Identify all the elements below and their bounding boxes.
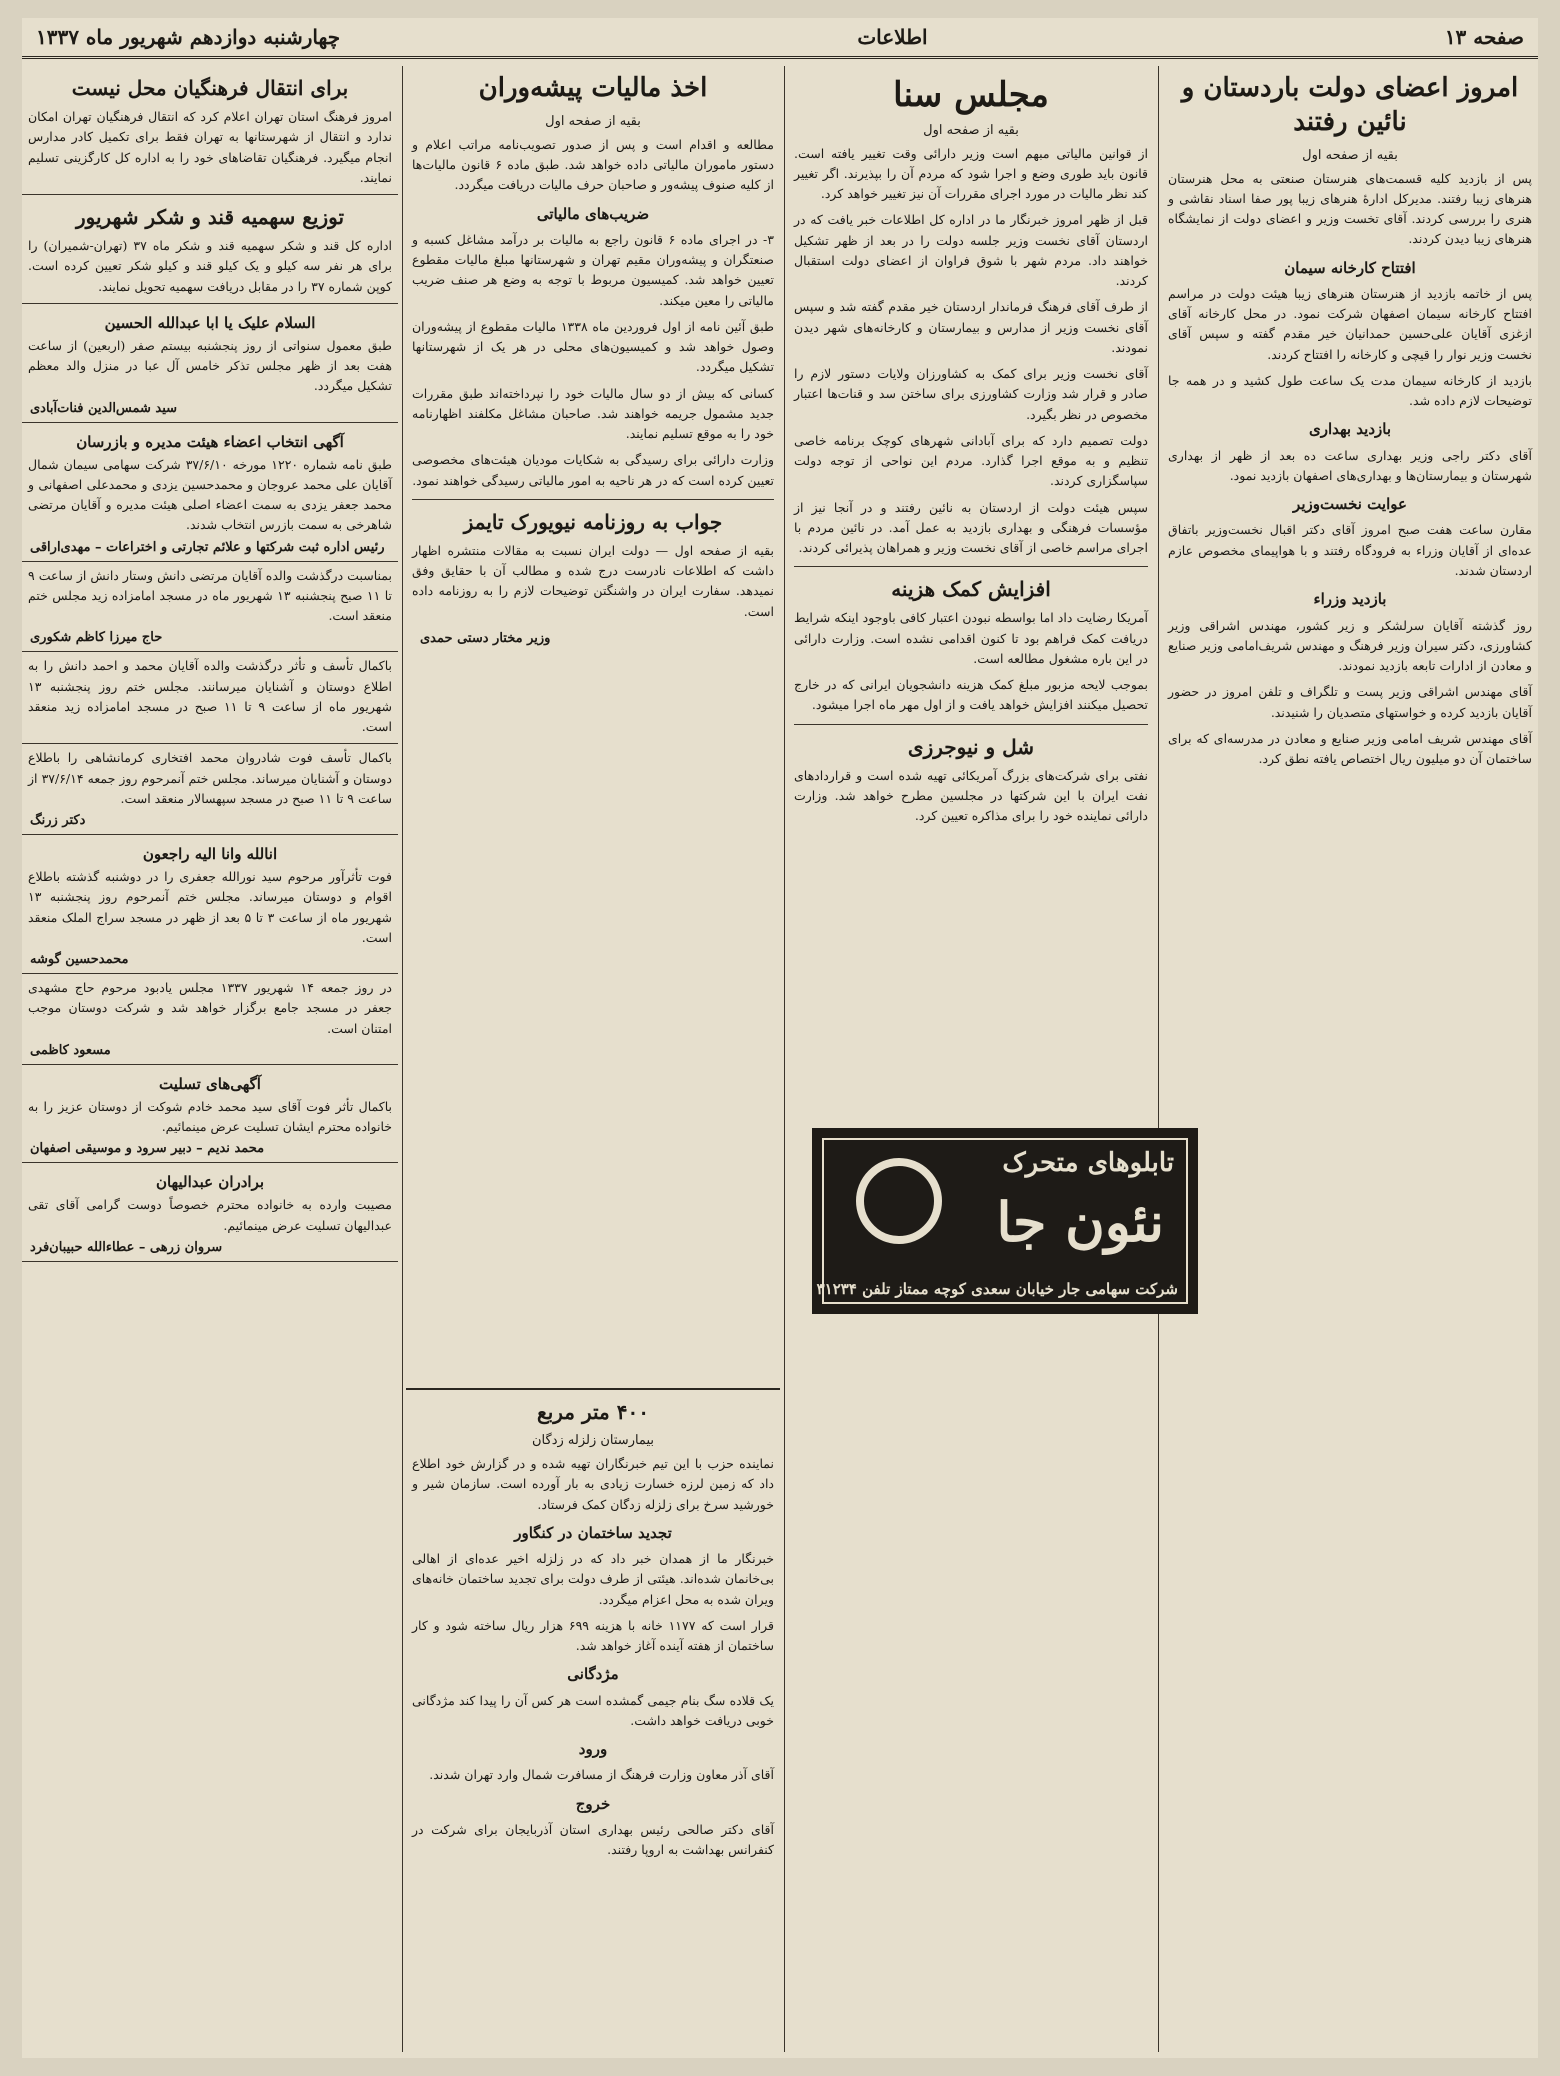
notice bbox=[22, 652, 398, 744]
paragraph: آقای آذر معاون وزارت فرهنگ از مسافرت شمال وارد تهران شدند. bbox=[429, 1767, 774, 1783]
paragraph: مطالعه و اقدام است و پس از صدور تصویب‌نامه مراتب اعلام و دستور ماموران مالیاتی داده خواهد شد. طبق ماده ۶ قانون مالیات‌ها از کلیه صنوف پیشه‌ور و صاحبان حرف مالیات دریافت میگردد. bbox=[412, 136, 774, 193]
subheading: ورود bbox=[578, 1740, 608, 1759]
headline: مجلس سنا bbox=[893, 75, 1049, 115]
neon-sign-advertisement bbox=[812, 1128, 1198, 1314]
divider bbox=[794, 724, 1148, 725]
subheading: افتتاح کارخانه سیمان bbox=[1284, 258, 1416, 277]
notice-body: باکمال تأثر فوت آقای سید محمد خادم شوکت از دوستان عزیز را به خانواده محترم ایشان تسلیت عرض مینمائیم. bbox=[28, 1098, 392, 1134]
notice bbox=[22, 304, 398, 423]
paragraph: خبرنگار ما از همدان خبر داد که در زلزله اخیر عده‌ای از اهالی بی‌خانمان شده‌اند. هیئتی از طرف دولت برای تجدید ساختمان خانه‌های ویران شده به محل اعزام میگردد. bbox=[412, 1551, 774, 1607]
subtitle: بیمارستان زلزله زدگان bbox=[532, 1433, 654, 1448]
paragraph: یک قلاده سگ بنام جیمی گمشده است هر کس آن را پیدا کند مژدگانی خوبی دریافت خواهد داشت. bbox=[412, 1692, 774, 1728]
subheading: بازدید وزراء bbox=[1313, 590, 1387, 609]
page-number: صفحه ۱۳ bbox=[1444, 25, 1524, 49]
divider bbox=[794, 566, 1148, 567]
notice-signature: محمد ندیم – دبیر سرود و موسیقی اصفهان bbox=[30, 1141, 265, 1157]
notice-body: طبق نامه شماره ۱۲۲۰ مورخه ۳۷/۶/۱۰ شرکت سهامی سیمان شمال آقایان علی محمد عروجان و محمدحسین یزدی و محمدعلی اصفهانی و محمد جعفر یزدی به سمت اعضاء اصلی هیئت مدیره و آقایان مرتضی شاهرخی به سمت بازرس انتخاب شدند. bbox=[28, 456, 392, 533]
notice-title: آگهی انتخاب اعضاء هیئت مدیره و بازرسان bbox=[76, 432, 344, 451]
notice bbox=[22, 195, 398, 304]
subheading: تجدید ساختمان در کنگاور bbox=[514, 1523, 672, 1542]
notice bbox=[22, 835, 398, 974]
notice-body: باکمال تأسف فوت شادروان محمد افتخاری کرمانشاهی را باطلاع دوستان و آشنایان میرساند. مجلس ختم آنمرحوم روز جمعه ۳۷/۶/۱۴ از ساعت ۹ تا ۱۱ صبح در مسجد سپهسالار منعقد است. bbox=[28, 750, 392, 806]
notice-title: السلام علیک یا ابا عبدالله الحسین bbox=[104, 313, 316, 332]
headline: ۴۰۰ متر مربع bbox=[537, 1400, 649, 1424]
paragraph: از طرف آقای فرهنگ فرماندار اردستان خیر مقدم گفته شد و سپس آقای نخست وزیر از مدارس و بیمارستان و کارخانه‌های شهر دیدن نمودند. bbox=[794, 299, 1148, 355]
headline: امروز اعضای دولت باردستان و نائین رفتند bbox=[1181, 73, 1519, 137]
notice-signature: محمدحسین گوشه bbox=[30, 952, 129, 967]
ring-logo-icon bbox=[856, 1158, 942, 1244]
ad-footer: شرکت سهامی جار خیابان سعدی کوچه ممتاز تلفن ۳۱۲۳۴ bbox=[816, 1280, 1178, 1298]
paragraph: بموجب لایحه مزبور مبلغ کمک هزینه دانشجویان ایرانی که در خارج تحصیل میکنند افزایش خواهد یافت و از اول مهر ماه اجرا میشود. bbox=[794, 677, 1148, 713]
article-guild-tax bbox=[406, 66, 780, 1368]
paragraph: وزارت دارائی برای رسیدگی به شکایات مودیان هیئت‌های مخصوصی تعیین کرده است که در هر ناحیه به امور مالیاتی رسیدگی خواهند نمود. bbox=[412, 452, 774, 488]
notice bbox=[22, 423, 398, 562]
notice-title: برای انتقال فرهنگیان محل نیست bbox=[71, 76, 349, 100]
notice-body: در روز جمعه ۱۴ شهریور ۱۳۳۷ مجلس یادبود مرحوم حاج مشهدی جعفر در مسجد جامع برگزار خواهد شد و شرکت دوستان موجب امتنان است. bbox=[28, 980, 392, 1036]
notices-column bbox=[22, 66, 398, 2052]
notice-title: آگهی‌های تسلیت bbox=[159, 1074, 261, 1093]
paragraph: آقای مهندس شریف امامی وزیر صنایع و معادن در مدرسه‌ای که برای ساختمان آن دو میلیون ریال اختصاص یافته نطق کرد. bbox=[1168, 730, 1532, 767]
subheading: خروج bbox=[575, 1794, 611, 1813]
paragraph: آقای دکتر راجی وزیر بهداری ساعت ده بعد از ظهر از بهداری شهرستان و بیمارستان‌ها و بهداری‌های اصفهان بازدید نمود. bbox=[1168, 447, 1532, 483]
notice bbox=[22, 562, 398, 653]
subheading: عوایت نخست‌وزیر bbox=[1293, 495, 1407, 514]
paragraph: مقارن ساعت هفت صبح امروز آقای دکتر اقبال نخست‌وزیر باتفاق عده‌ای از آقایان وزراء به فرودگاه رفتند و با هواپیمای مخصوص عازم اردستان شدند. bbox=[1168, 522, 1532, 578]
paragraph: از قوانین مالیاتی مبهم است وزیر دارائی وقت تغییر یافته است. قانون باید طوری وضع و اجرا شود که مردم آن را بپذیرند. اگر تغییر کند نظر مالیات در مورد اجرای مقررات آن نیز تغییر خواهد کرد. bbox=[794, 145, 1148, 201]
notice-signature: دکتر زرنگ bbox=[30, 813, 86, 828]
paragraph: کسانی که بیش از دو سال مالیات خود را نپرداخته‌اند طبق مقررات جدید مشمول جریمه خواهند شد. صاحبان مشاغل مکلفند اظهارنامه خود را به موقع تسلیم نمایند. bbox=[412, 385, 774, 442]
signature: وزیر مختار دستی حمدی bbox=[420, 630, 551, 646]
paragraph: سپس هیئت دولت از اردستان به نائین رفتند و در آنجا نیز از مؤسسات فرهنگی و بهداری بازدید به عمل آمد. در نائین مردم با اجرای مراسم خاصی از آقای نخست وزیر و همراهان پذیرائی کردند. bbox=[794, 499, 1148, 555]
notice bbox=[22, 66, 398, 195]
continued-note: بقیه از صفحه اول bbox=[545, 113, 641, 129]
column-rule bbox=[1158, 66, 1159, 2052]
divider bbox=[412, 499, 774, 500]
paragraph: آقای دکتر صالحی رئیس بهداری استان آذربایجان برای شرکت در کنفرانس بهداشت به اروپا رفتند. bbox=[412, 1821, 774, 1858]
notice bbox=[22, 1065, 398, 1164]
section-headline: افزایش کمک هزینه bbox=[891, 577, 1051, 602]
continued-note: بقیه از صفحه اول bbox=[1302, 147, 1398, 163]
section-headline: جواب به روزنامه نیویورک تایمز bbox=[463, 509, 723, 534]
notice bbox=[22, 744, 398, 835]
column-rule bbox=[784, 66, 785, 2052]
continued-note: بقیه از صفحه اول bbox=[923, 122, 1019, 138]
column-rule bbox=[402, 66, 403, 2052]
paragraph: نماینده حزب با این تیم خبرنگاران تهیه شده و در گزارش خود اطلاع داد که زمین لرزه خسارت زیادی به بار آورده است. سازمان شیر و خورشید سرخ برای زلزله زدگان کمک فرستاد. bbox=[412, 1456, 774, 1512]
paragraph: طبق آئین نامه از اول فروردین ماه ۱۳۳۸ مالیات مقطوع از پیشه‌وران وصول خواهد شد و کمیسیون‌های محلی در هر یک از شهرستانها تشکیل میگردد. bbox=[412, 318, 774, 375]
notice-signature: حاج میرزا کاظم شکوری bbox=[30, 630, 163, 646]
subheading: مژدگانی bbox=[567, 1665, 619, 1684]
article-senate bbox=[788, 66, 1154, 2052]
notice-signature: سید شمس‌الدین فنات‌آبادی bbox=[30, 400, 178, 416]
issue-date: چهارشنبه دوازدهم شهریور ماه ۱۳۳۷ bbox=[36, 25, 341, 49]
ad-title: تابلوهای متحرک bbox=[1002, 1148, 1174, 1178]
article-body bbox=[1162, 169, 1538, 770]
paragraph: ۳- در اجرای ماده ۶ قانون راجع به مالیات بر درآمد مشاغل کسبه و صنعتگران و پیشه‌وران مقیم تهران و شهرستانها مبلغ مالیات مقطوع تعیین خواهد شد. کمیسیون مربوط با توجه به وضع هر صنف ضریب مالیاتی را معین میکند. bbox=[412, 231, 774, 308]
notice-title: توزیع سهمیه قند و شکر شهریور bbox=[75, 205, 345, 229]
ad-brand: نئون جا bbox=[996, 1190, 1164, 1254]
article-body bbox=[406, 135, 780, 649]
notice-body: بمناسبت درگذشت والده آقایان مرتضی دانش وستار دانش از ساعت ۹ تا ۱۱ صبح پنجشنبه ۱۳ شهریور ماه در مسجد امامزاده زید مجلس ختم منعقد است. bbox=[28, 567, 393, 623]
paragraph: پس از بازدید کلیه قسمت‌های هنرستان صنعتی به محل هنرستان هنرهای زیبا رفتند. مدیرکل ادارهٔ هنرهای زیبا پور صفا اسناد نقاشی و هنری را بررسی کردند. آقای تخست وزیر و اعضای دولت از نمایشگاه هنرهای زیبا دیدن کردند. bbox=[1168, 170, 1532, 247]
article-body bbox=[788, 144, 1154, 827]
article-body bbox=[406, 1454, 780, 1860]
paragraph: روز گذشته آقایان سرلشکر و زیر کشور، مهندس اشراقی وزیر کشاورزی، دکتر سیران وزیر فرهنگ و مهندس شریف‌امامی وزیر صنایع و معادن از ادارات تابعه بازدید نمودند. bbox=[1168, 617, 1532, 674]
paragraph: نفتی برای شرکت‌های بزرگ آمریکائی تهیه شده است و قراردادهای نفت ایران با این شرکتها در مجلسین مطرح خواهد شد. وزارت دارائی نماینده خود را برای مذاکره تعیین کرد. bbox=[794, 767, 1148, 823]
masthead bbox=[22, 18, 1538, 59]
article-government-visit bbox=[1162, 66, 1538, 2052]
notice-title: برادران عبدالیهان bbox=[155, 1173, 265, 1192]
paper-name: اطلاعات bbox=[857, 25, 928, 49]
notice-title: انالله وانا الیه راجعون bbox=[142, 845, 278, 863]
paragraph: بازدید از کارخانه سیمان مدت یک ساعت طول کشید و در همه جا توضیحات لازم داده شد. bbox=[1168, 372, 1532, 409]
paragraph: بقیه از صفحه اول — دولت ایران نسبت به مقالات منتشره اظهار داشت که اطلاعات نادرست درج شده و مطالب آن با حقایق وفق نمیدهد. سفارت ایران در واشنگتن توضیحات لازم را به روزنامه داده است. bbox=[412, 542, 774, 619]
notice bbox=[22, 1163, 398, 1262]
section-headline: شل و نیوجرزی bbox=[907, 734, 1035, 759]
paragraph: آمریکا رضایت داد اما بواسطه نبودن اعتبار کافی باوجود اینکه شرایط دریافت کمک فراهم بود تا کنون اقدامی نشده است. وزارت دارائی در این باره مشغول مطالعه است. bbox=[794, 610, 1148, 666]
paragraph: آقای مهندس اشراقی وزیر پست و تلگراف و تلفن امروز در حضور آقایان بازدید کرده و خواستهای متصدیان را شنیدند. bbox=[1168, 684, 1532, 720]
notice-signature: رئیس اداره ثبت شرکتها و علائم تجارتی و اختراعات – مهدی‌اراقی bbox=[30, 539, 385, 555]
newspaper-page bbox=[22, 18, 1538, 2058]
article-earthquake bbox=[406, 1382, 780, 2052]
notice-signature: سروان زرهی – عطاءالله حبیبان‌فرد bbox=[30, 1239, 223, 1255]
headline: اخذ مالیات پیشه‌وران bbox=[478, 73, 708, 103]
paragraph: قرار است که ۱۱۷۷ خانه با هزینه ۶۹۹ هزار ریال ساخته شود و کار ساختمان از هفته آینده آغاز خواهد شد. bbox=[412, 1617, 774, 1654]
subheading: بازدید بهداری bbox=[1308, 420, 1392, 439]
paragraph: دولت تصمیم دارد که برای آبادانی شهرهای کوچک برنامه خاصی تنظیم و به موقع اجرا گذارد. مردم این نواحی از توجه دولت سپاسگزاری کردند. bbox=[794, 432, 1148, 489]
notice-body: فوت تأثرآور مرحوم سید نورالله جعفری را در دوشنبه گذشته باطلاع اقوام و دوستان میرساند. مجلس ختم آنمرحوم روز پنجشنبه ۱۳ شهریور ماه از ساعت ۳ تا ۵ بعد از ظهر در مسجد سراج الملک منعقد است. bbox=[28, 869, 393, 945]
paragraph: پس از خاتمه بازدید از هنرستان هنرهای زیبا هیئت دولت در مراسم افتتاح کارخانه سیمان اصفهان شرکت نمود. در محل کارخانه آقای ازغزی آقایان علی‌حسین حمدانیان خیر مقدم گفته و سپس آقای نخست وزیر نوار را قیچی و کارخانه را افتتاح کردند. bbox=[1168, 285, 1532, 362]
notice-body: مصیبت وارده به خانواده محترم خصوصاً دوست گرامی آقای تقی عبدالیهان تسلیت عرض مینمائیم. bbox=[28, 1197, 392, 1233]
subheading: ضریب‌های مالیاتی bbox=[536, 204, 650, 223]
notice-body: طبق معمول سنواتی از روز پنجشنبه بیستم صفر (اربعین) از ساعت هفت بعد از ظهر مجلس تذکر خامس آل عبا در منزل والد معظم تشکیل میگردد. bbox=[28, 337, 392, 394]
notice-body: باکمال تأسف و تأثر درگذشت والده آقایان محمد و احمد دانش را به اطلاع دوستان و آشنایان میرسانند. مجلس ختم روز پنجشنبه ۱۳ شهریور ماه از ساعت ۹ تا ۱۱ صبح در مسجد امامزاده زید منعقد است. bbox=[28, 658, 392, 734]
notice-signature: مسعود کاظمی bbox=[30, 1042, 111, 1058]
paragraph: آقای نخست وزیر برای کمک به کشاورزان ولایات دستور لازم را صادر و قرار شد وزارت کشاورزی برای ساختن سد و قنات‌ها اعتبار مخصوص در نظر بگیرد. bbox=[794, 366, 1148, 422]
paragraph: قبل از ظهر امروز خبرنگار ما در اداره کل اطلاعات خبر یافت که در اردستان آقای نخست وزیر جلسه دولت را در بعد از ظهر تشکیل خواهند داد. مردم شهر با شوق فراوان از اعضای دولت استقبال کردند. bbox=[794, 212, 1148, 288]
notice-body: اداره کل قند و شکر سهمیه قند و شکر ماه ۳۷ (تهران-شمیران) را برای هر نفر سه کیلو و یک کیلو قند و کیلو شکر تعیین کرده است. کوپن شماره ۳۷ را در مقابل دریافت سهمیه تحویل نمایند. bbox=[28, 238, 392, 294]
notice-body: امروز فرهنگ استان تهران اعلام کرد که انتقال فرهنگیان تهران امکان ندارد و انتقال از شهرستانها به تهران فقط برای تکمیل کادر مدارس انجام میگیرد. فرهنگیان تقاضاهای خود را به اداره کل کارگزینی تسلیم نمایند. bbox=[28, 109, 392, 185]
notice bbox=[22, 974, 398, 1065]
